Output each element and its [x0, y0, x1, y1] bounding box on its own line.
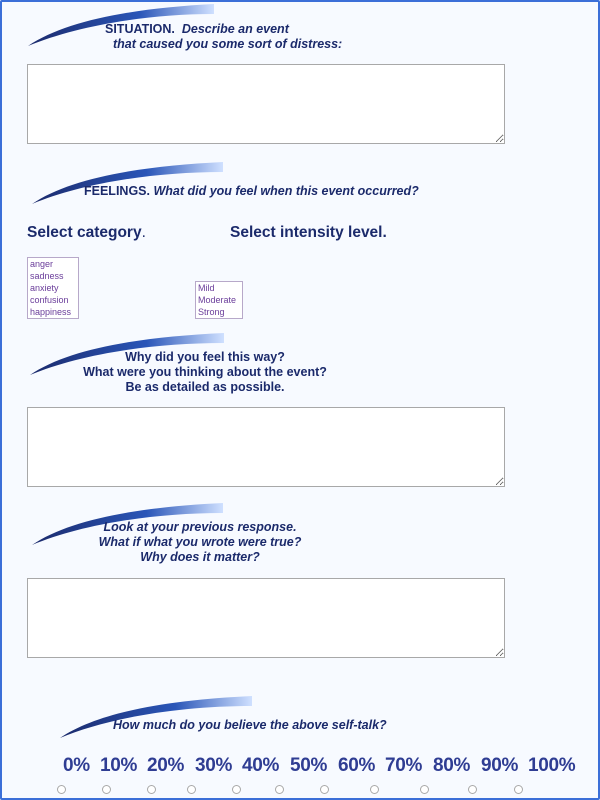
belief-scale: [0, 755, 600, 779]
what-if-line1: Look at your previous response.: [103, 520, 297, 534]
belief-radio-40[interactable]: [232, 785, 241, 794]
what-if-line3: Why does it matter?: [140, 550, 260, 564]
percent-label: 60%: [338, 755, 376, 776]
why-line3: Be as detailed as possible.: [125, 380, 285, 394]
percent-label: 20%: [147, 755, 185, 776]
category-label-text: Select category: [27, 224, 142, 241]
percent-label: 30%: [195, 755, 233, 776]
intensity-option[interactable]: Moderate: [198, 295, 237, 305]
situation-lead: SITUATION.: [105, 22, 175, 36]
feelings-prompt: What did you feel when this event occurred?: [153, 184, 419, 198]
feelings-heading: [84, 184, 419, 199]
category-label-period: .: [141, 224, 146, 241]
intensity-option[interactable]: Mild: [198, 283, 215, 293]
belief-heading: [113, 718, 387, 733]
situation-prompt-line1: Describe an event: [181, 22, 289, 36]
intensity-option[interactable]: Strong: [198, 307, 225, 317]
percent-label: 40%: [242, 755, 280, 776]
belief-radio-100[interactable]: [514, 785, 523, 794]
percent-label: 70%: [385, 755, 423, 776]
situation-prompt-line2: that caused you some sort of distress:: [113, 37, 343, 51]
percent-label: 90%: [481, 755, 519, 776]
situation-heading: [105, 22, 343, 52]
intensity-label: Select intensity level.: [230, 224, 387, 241]
category-label: [27, 224, 146, 242]
category-option[interactable]: sadness: [30, 271, 64, 281]
swoosh-decoration: [30, 160, 225, 206]
swoosh-decoration: [58, 694, 254, 740]
belief-radio-60[interactable]: [320, 785, 329, 794]
belief-radio-80[interactable]: [420, 785, 429, 794]
intensity-listbox[interactable]: [195, 281, 243, 319]
why-heading: [60, 350, 350, 395]
why-line2: What were you thinking about the event?: [83, 365, 327, 379]
what-if-line2: What if what you wrote were true?: [98, 535, 302, 549]
why-textarea[interactable]: [27, 407, 505, 487]
feelings-lead: FEELINGS.: [84, 184, 150, 198]
percent-label: 100%: [528, 755, 576, 776]
belief-radio-90[interactable]: [468, 785, 477, 794]
category-option[interactable]: happiness: [30, 307, 72, 317]
category-option[interactable]: anger: [30, 259, 54, 269]
belief-radio-30[interactable]: [187, 785, 196, 794]
belief-radio-0[interactable]: [57, 785, 66, 794]
belief-radio-10[interactable]: [102, 785, 111, 794]
category-option[interactable]: confusion: [30, 295, 69, 305]
percent-label: 10%: [100, 755, 138, 776]
category-option[interactable]: anxiety: [30, 283, 59, 293]
belief-radio-50[interactable]: [275, 785, 284, 794]
what-if-textarea[interactable]: [27, 578, 505, 658]
situation-textarea[interactable]: [27, 64, 505, 144]
belief-radio-20[interactable]: [147, 785, 156, 794]
percent-label: 0%: [63, 755, 90, 776]
percent-label: 80%: [433, 755, 471, 776]
what-if-heading: [70, 520, 330, 565]
percent-label: 50%: [290, 755, 328, 776]
belief-prompt: How much do you believe the above self-talk?: [113, 718, 387, 732]
category-listbox[interactable]: [27, 257, 79, 319]
belief-radio-70[interactable]: [370, 785, 379, 794]
why-line1: Why did you feel this way?: [125, 350, 285, 364]
